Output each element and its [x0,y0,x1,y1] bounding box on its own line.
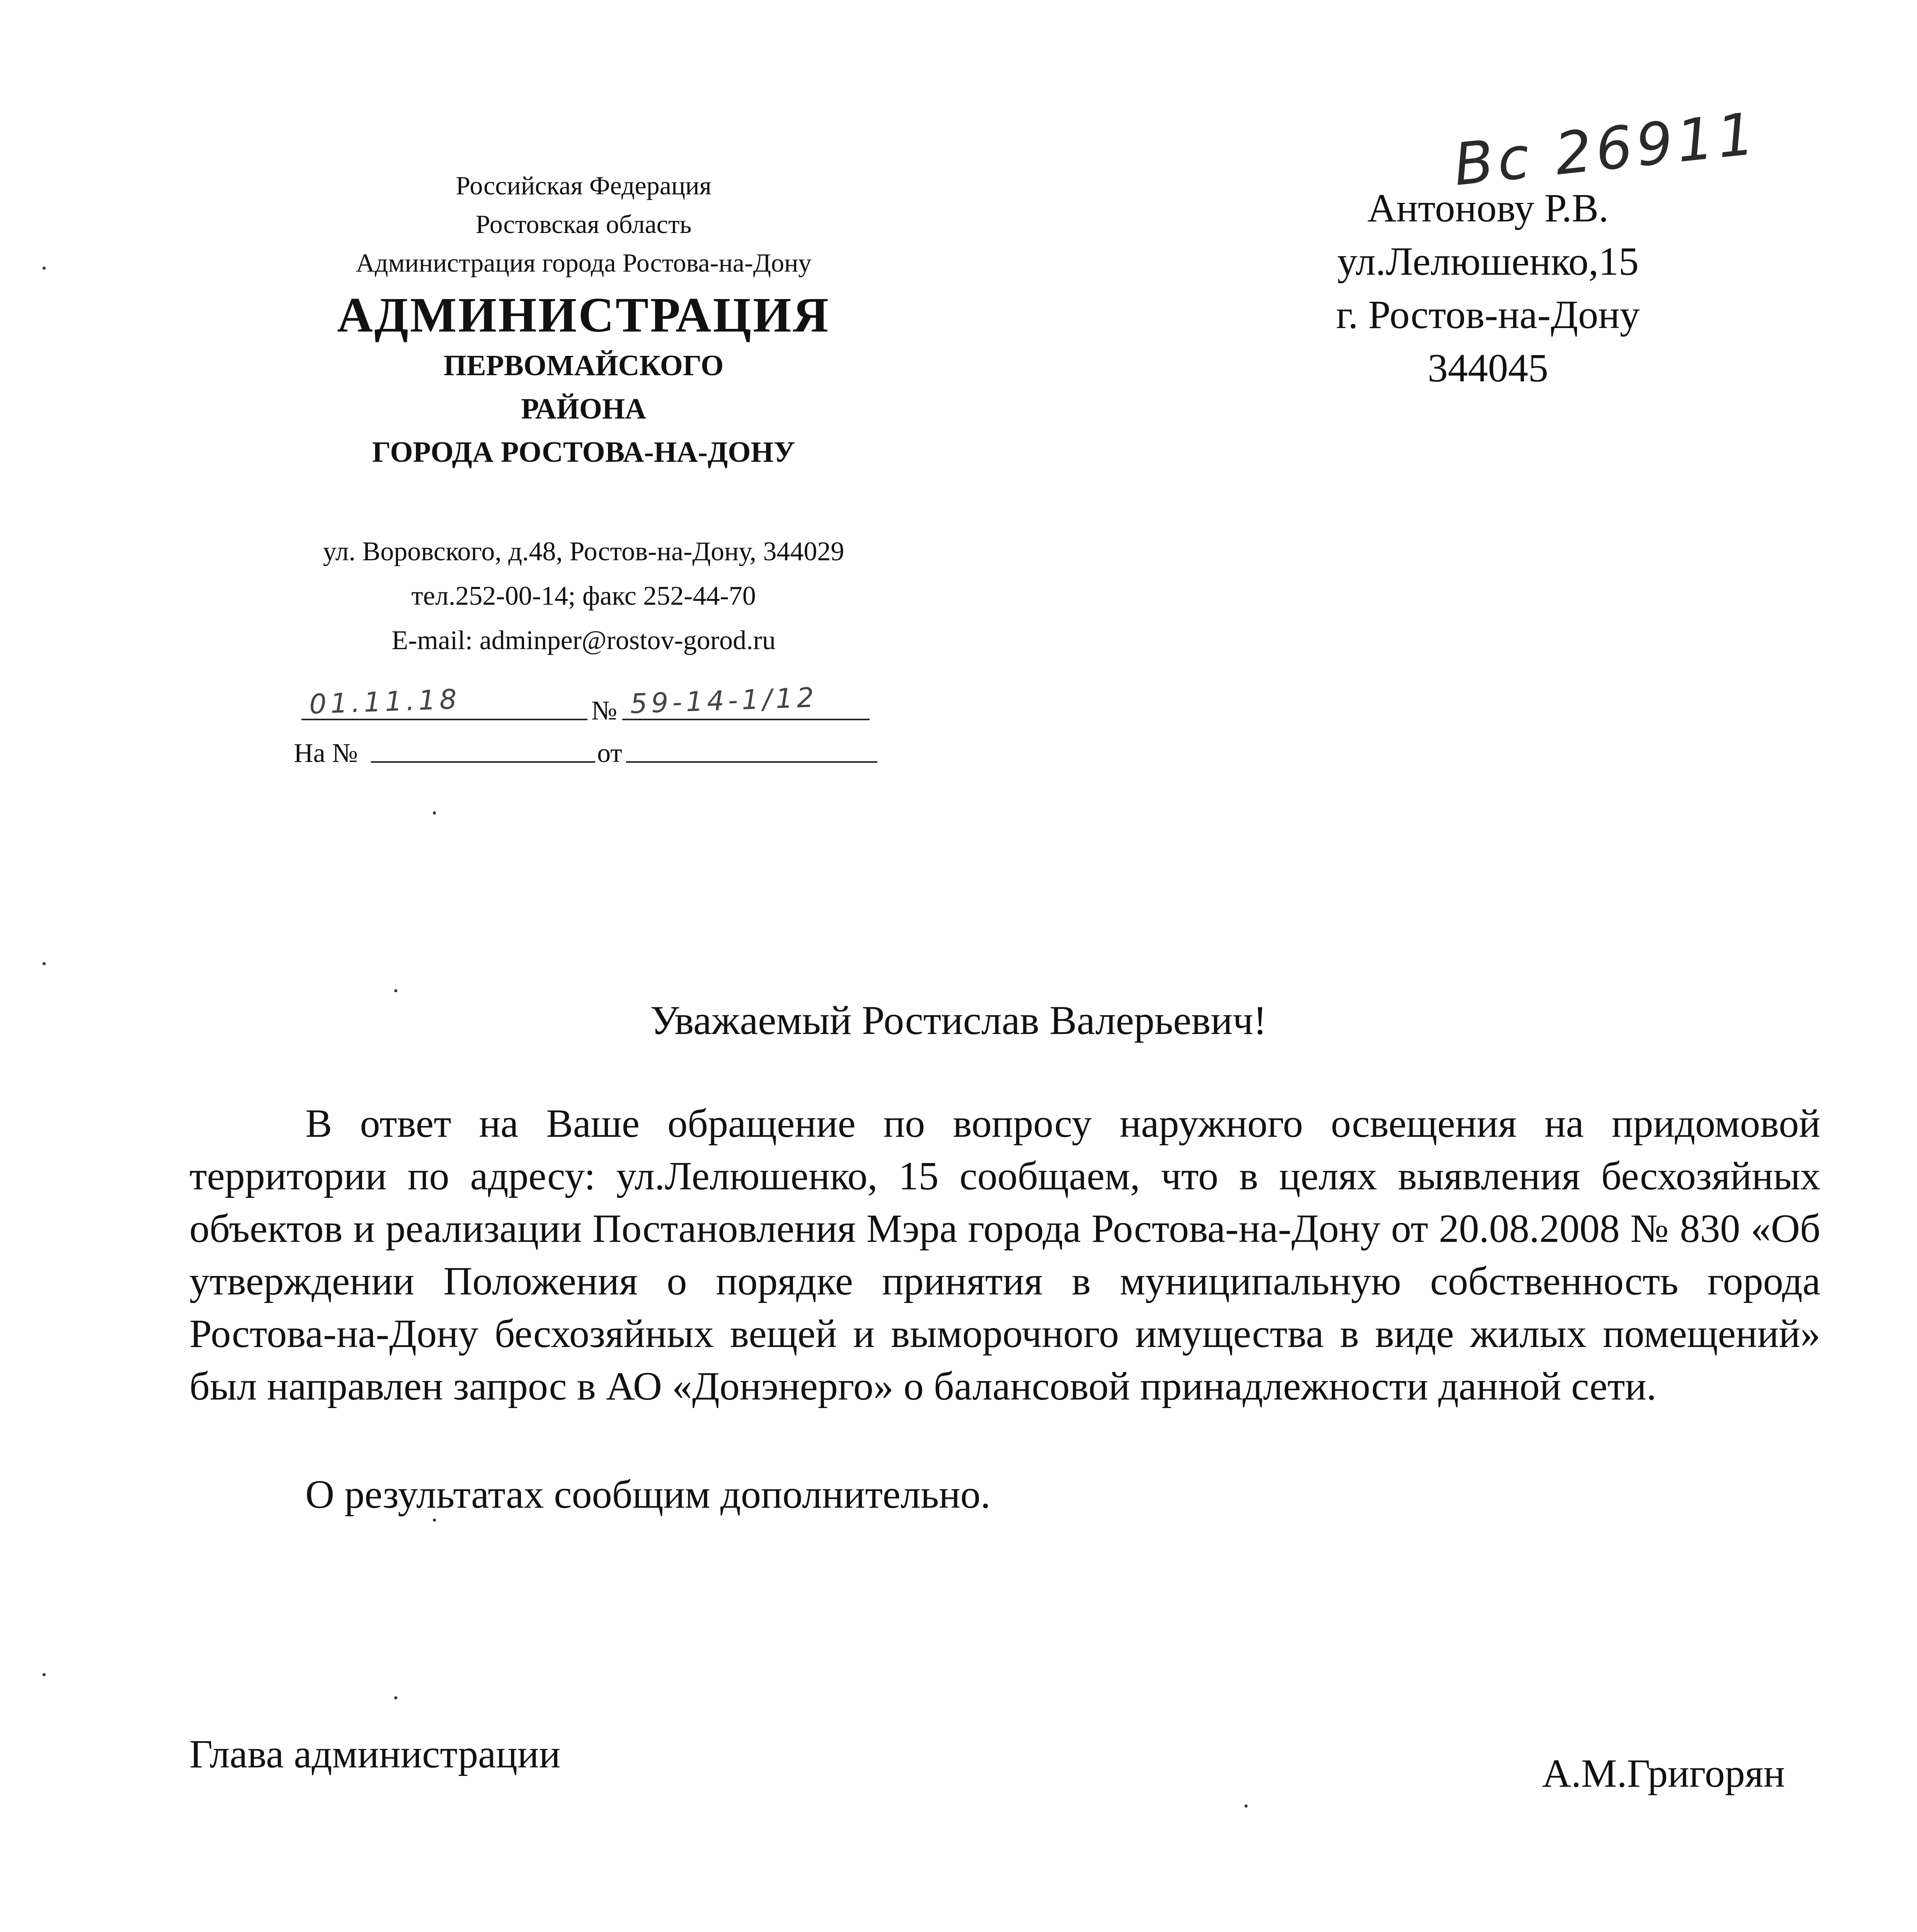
scan-speck [433,1519,436,1522]
outgoing-date-field [301,683,587,720]
letterhead-region: Ростовская область [475,209,692,239]
outgoing-number-value: 59-14-1/12 [629,681,819,720]
body-paragraph-1 [189,1097,1820,1413]
letterhead-city-admin: Администрация города Ростова-на-Дону [356,248,812,277]
letterhead [255,166,912,474]
scan-speck [433,811,436,815]
letterhead-phone: тел.252-00-14; факс 252-44-70 [411,581,756,611]
scan-speck [394,1696,397,1699]
signature-position: Глава администрации [189,1732,561,1776]
body-paragraph-2-text: О результатах сообщим дополнительно. [305,1472,991,1517]
scan-speck [43,962,46,965]
scan-speck [43,1673,46,1676]
addressee-street: ул.Лелюшенко,15 [1337,239,1639,284]
letterhead-district-line1: ПЕРВОМАЙСКОГО [443,349,724,382]
letterhead-email: E-mail: adminper@rostov-gorod.ru [392,626,776,655]
reference-date-field [626,730,877,763]
addressee-zip: 344045 [1428,346,1548,390]
reference-label: На № [294,738,358,768]
addressee-block [1275,182,1701,395]
scan-speck [1245,1804,1248,1808]
letterhead-contacts [255,529,912,663]
letterhead-district-line2: РАЙОНА [521,393,646,425]
outgoing-date-value: 01.11.18 [308,683,461,720]
outgoing-number-field [622,681,870,720]
scan-speck [394,989,397,992]
addressee-name: Антонову Р.В. [1367,186,1609,230]
registration-mark: Вс 26911 [1451,100,1762,199]
addressee-city: г. Ростов-на-Дону [1336,293,1640,337]
letterhead-country: Российская Федерация [456,171,712,200]
body-paragraph-2 [189,1468,1820,1521]
outgoing-number-label: № [591,696,617,726]
letterhead-title: АДМИНИСТРАЦИЯ [337,287,830,342]
reference-from-label: от [597,738,622,768]
scan-speck [43,267,46,270]
letterhead-address: ул. Воровского, д.48, Ростов-на-Дону, 344029 [323,537,844,566]
signature-name: А.М.Григорян [1542,1751,1785,1796]
letterhead-district-line3: ГОРОДА РОСТОВА-НА-ДОНУ [372,436,795,468]
salutation: Уважаемый Ростислав Валерьевич! [650,998,1267,1043]
reference-number-field [371,730,595,763]
body-paragraph-1-text: В ответ на Ваше обращение по вопросу наружного освещения на придомовой территории по адресу: ул.Лелюшенко, 15 сообщаем, что в целях выявления бесхозяйных объектов и реализации Постановления Мэра города Ростова-на-Дону от 20.08.2008 № 830 «Об утверждении Положения о порядке принятия в муниципальную собственность города Ростова-на-Дону бесхозяйных вещей и выморочного имущества в виде жилых помещений» был направлен запрос в АО «Донэнерго» о балансовой принадлежности данной сети. [189,1101,1820,1408]
